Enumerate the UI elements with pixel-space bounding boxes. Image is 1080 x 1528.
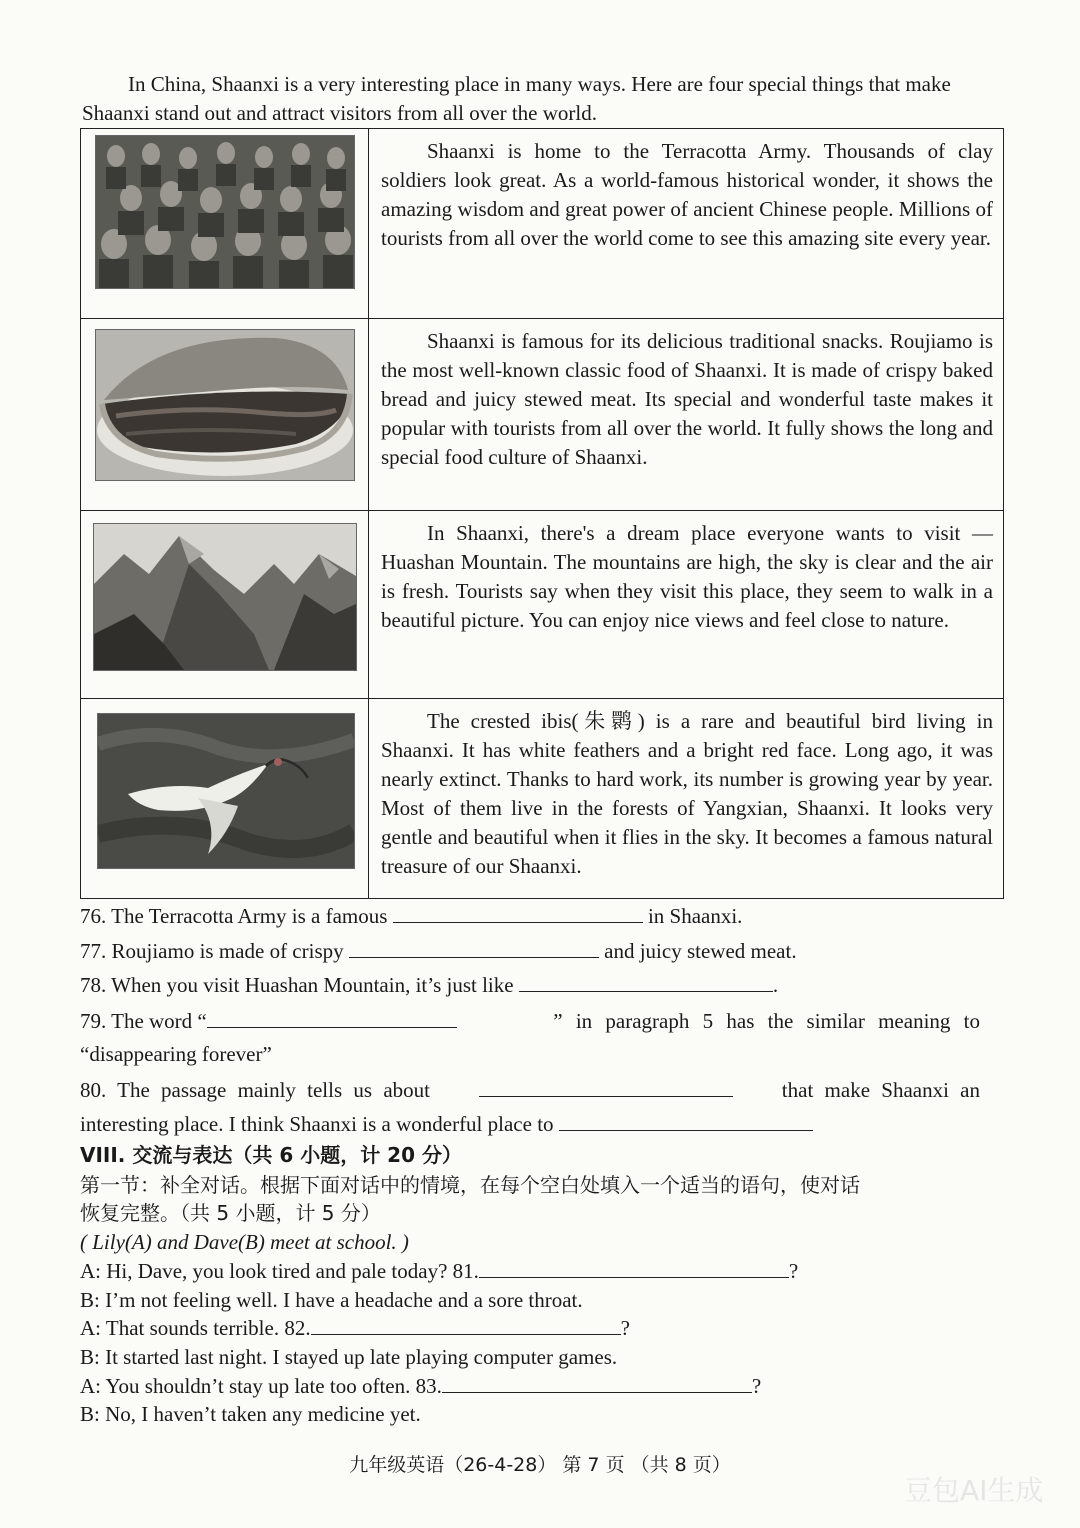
- question-78: 78. When you visit Huashan Mountain, it’s just like .: [80, 973, 779, 997]
- answer-blank-78[interactable]: [519, 971, 773, 992]
- answer-blank-77[interactable]: [349, 937, 599, 958]
- dialogue-line: B: It started last night. I stayed up late playing computer games.: [80, 1345, 618, 1369]
- text-cell: [369, 129, 1004, 319]
- picture-cell: [81, 129, 369, 319]
- huashan-mountain-photo: [93, 523, 357, 671]
- picture-cell: [81, 511, 369, 699]
- table-row: [81, 511, 1004, 699]
- intro-paragraph: [82, 70, 992, 128]
- picture-cell: [81, 319, 369, 511]
- picture-cell: [81, 699, 369, 899]
- table-row: [81, 319, 1004, 511]
- dialogue-line: B: No, I haven’t taken any medicine yet.: [80, 1402, 421, 1426]
- answer-blank-83[interactable]: [442, 1372, 752, 1393]
- question-77: 77. Roujiamo is made of crispy and juicy stewed meat.: [80, 939, 797, 963]
- dialogue-line: A: That sounds terrible. 82. ?: [80, 1316, 630, 1340]
- table-row: [81, 699, 1004, 899]
- watermark-logo: [900, 1468, 1070, 1512]
- terracotta-army-paragraph: Shaanxi is home to the Terracotta Army. Thousands of clay soldiers look great. As a world-famous historical wonder, it shows the amazing wisdom and great power of ancient Chinese people. Millions of tourists from all over the world come to see this amazing site every year.: [381, 139, 993, 250]
- svg-text:豆包AI生成: 豆包AI生成: [904, 1474, 1044, 1507]
- page-footer: 九年级英语（26-4-28） 第 7 页 （共 8 页）: [349, 1454, 731, 1476]
- dialogue-line: A: You shouldn’t stay up late too often. 83. ?: [80, 1374, 762, 1398]
- dialogue-line: A: Hi, Dave, you look tired and pale today? 81. ?: [80, 1259, 799, 1283]
- answer-blank-81[interactable]: [479, 1257, 789, 1278]
- text-cell: [369, 699, 1004, 899]
- question-79: 79. The word “ ” in paragraph 5 has the similar meaning to: [80, 1009, 980, 1033]
- section-heading: VIII. 交流与表达（共 6 小题，计 20 分）: [80, 1143, 462, 1167]
- intro-text: In China, Shaanxi is a very interesting place in many ways. Here are four special things that make Shaanxi stand out and attract visitors from all over the world.: [82, 72, 951, 125]
- answer-blank-80a[interactable]: [479, 1076, 733, 1097]
- instruction-line-2: 恢复完整。（共 5 小题，计 5 分）: [80, 1201, 381, 1225]
- dialogue-scene: ( Lily(A) and Dave(B) meet at school. ): [80, 1230, 409, 1254]
- crested-ibis-photo: [97, 713, 355, 869]
- roujiamo-photo: [95, 329, 355, 481]
- answer-blank-76[interactable]: [393, 902, 643, 923]
- question-80-continuation: interesting place. I think Shaanxi is a wonderful place to: [80, 1110, 813, 1138]
- answer-blank-80b[interactable]: [559, 1110, 813, 1131]
- text-cell: [369, 511, 1004, 699]
- huashan-paragraph: In Shaanxi, there's a dream place everyone wants to visit — Huashan Mountain. The mountains are high, the sky is clear and the air is fresh. Tourists say when they visit this place, they seem to walk in a beautiful picture. You can enjoy nice views and feel close to nature.: [381, 521, 993, 632]
- answer-blank-79[interactable]: [207, 1007, 457, 1028]
- terracotta-army-photo: [95, 135, 355, 289]
- dialogue-line: B: I’m not feeling well. I have a headache and a sore throat.: [80, 1288, 583, 1312]
- question-76: 76. The Terracotta Army is a famous in Shaanxi.: [80, 904, 743, 928]
- shaanxi-features-table: [80, 128, 1004, 899]
- answer-blank-82[interactable]: [311, 1314, 621, 1335]
- question-80: 80. The passage mainly tells us about that make Shaanxi an: [80, 1078, 980, 1102]
- table-row: [81, 129, 1004, 319]
- question-79-continuation: “disappearing forever”: [80, 1042, 272, 1066]
- roujiamo-paragraph: Shaanxi is famous for its delicious traditional snacks. Roujiamo is the most well-known classic food of Shaanxi. It is made of crispy baked bread and juicy stewed meat. Its special and wonderful taste makes it popular with tourists from all over the world. It fully shows the long and special food culture of Shaanxi.: [381, 329, 993, 469]
- instruction-line-1: 第一节：补全对话。根据下面对话中的情境，在每个空白处填入一个适当的语句，使对话: [80, 1173, 860, 1197]
- text-cell: [369, 319, 1004, 511]
- crested-ibis-paragraph: The crested ibis(朱鹮) is a rare and beautiful bird living in Shaanxi. It has white feathers and a bright red face. Long ago, it was nearly extinct. Thanks to hard work, its number is growing year by year. Most of them live in the forests of Yangxian, Shaanxi. It looks very gentle and beautiful when it flies in the sky. It becomes a famous natural treasure of our Shaanxi.: [381, 709, 993, 878]
